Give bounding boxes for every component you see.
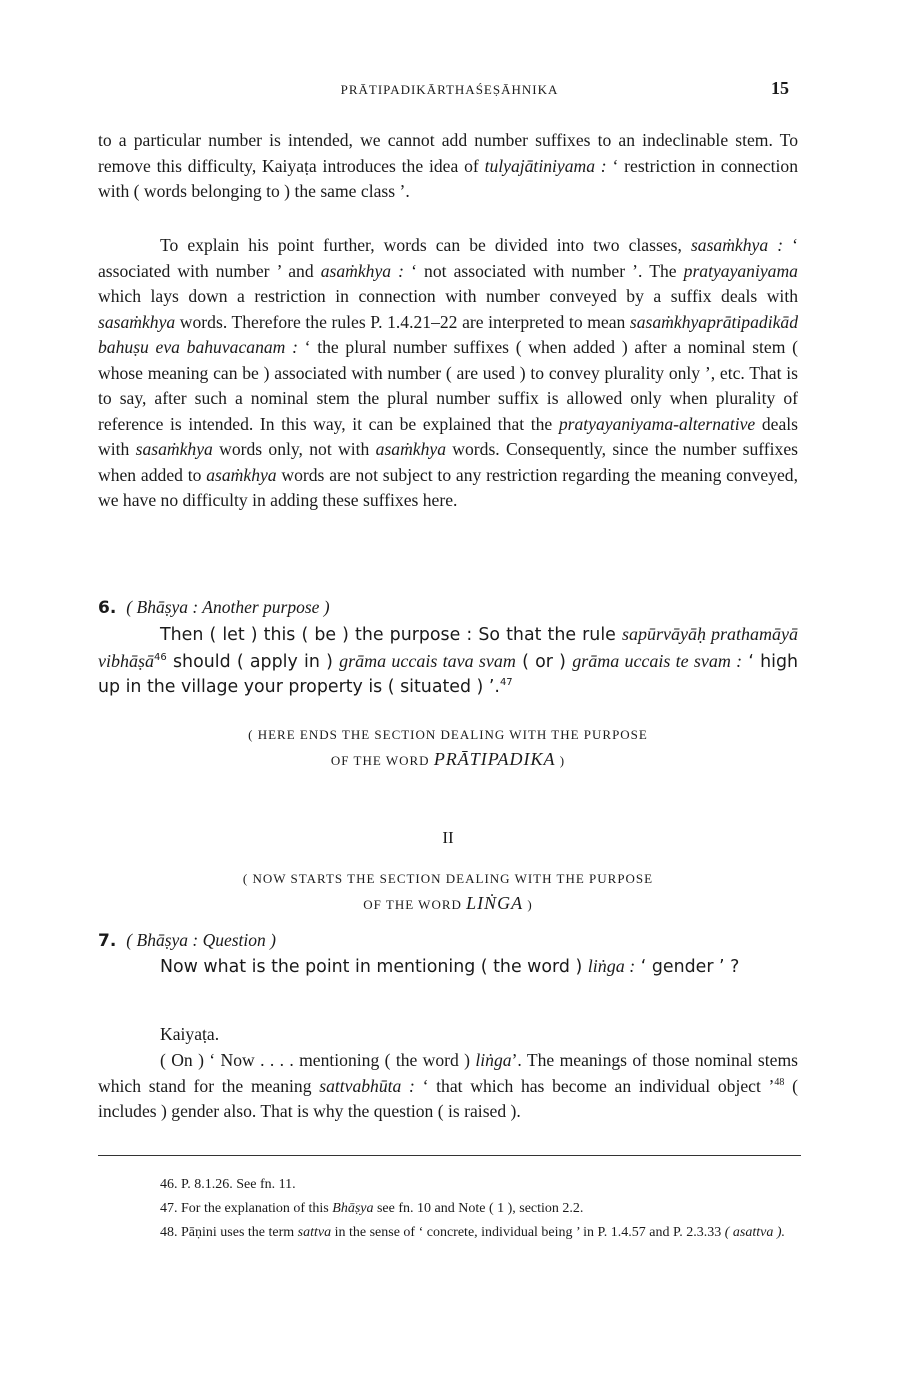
section-6-term-a: sapūrvāyāḥ prathamāyā vibhāṣā — [98, 624, 798, 671]
kaiyata-term-a: liṅga — [475, 1050, 512, 1070]
start-note-line1: ( NOW STARTS THE SECTION DEALING WITH THE PURPOSE — [242, 871, 654, 886]
section-6-text-d: ‘ high up in the village your property is ( situated ) ’. — [98, 651, 799, 697]
section-7-title: ( Bhāṣya : Question ) — [126, 930, 276, 950]
footnote-ref-47[interactable]: 47 — [499, 677, 513, 689]
page — [98, 0, 801, 1399]
running-title: PRĀTIPADIKĀRTHAŚEṢĀHNIKA — [340, 82, 559, 97]
end-note-line1: ( HERE ENDS THE SECTION DEALING WITH THE PURPOSE — [248, 727, 648, 742]
footnote-47-b: see fn. 10 and Note ( 1 ), section 2.2. — [376, 1201, 584, 1216]
footnote-divider — [98, 1155, 801, 1156]
kaiyata-commentary — [98, 1048, 798, 1125]
section-7-term-a: liṅga : — [587, 956, 636, 976]
footnote-48 — [98, 1221, 798, 1245]
start-note-line2 — [98, 891, 798, 917]
kaiyata-text-a: ( On ) ‘ Now . . . . mentioning ( the word ) — [160, 1050, 471, 1070]
end-note-word: PRĀTIPADIKA — [433, 749, 556, 769]
page-header — [98, 78, 801, 102]
section-6-term-b: grāma uccais tava svam — [339, 650, 516, 671]
section-6-term-c: grāma uccais te svam : — [572, 650, 743, 671]
section-7-heading — [98, 930, 798, 951]
kaiyata-label: Kaiyaṭa. — [160, 1024, 220, 1044]
section-6-text-a: Then ( let ) this ( be ) the purpose : So that the rule — [160, 625, 616, 645]
start-note-suffix: ) — [527, 897, 533, 912]
end-note-suffix: ) — [559, 753, 566, 768]
section-6-text-c: ( or ) — [522, 651, 566, 672]
footnote-48-b: in the sense of ‘ concrete, individual being ’ in P. 1.4.57 and P. 2.3.33 — [334, 1225, 722, 1240]
section-7 — [98, 930, 798, 981]
section-6-title: ( Bhāṣya : Another purpose ) — [126, 597, 330, 617]
section-numeral: II — [442, 828, 454, 847]
paragraph-2 — [98, 233, 798, 514]
kaiyata-term-b: sattvabhūta : — [319, 1075, 415, 1096]
section-6-text — [98, 622, 798, 701]
footnote-ref-46[interactable]: 46 — [154, 651, 167, 663]
section-6-heading — [98, 597, 798, 618]
paragraph-2-text: To explain his point further, words can be divided into two classes, sasaṁkhya : ‘ associated with number ’ and asaṁkhya : ‘ not associated with number ’. The pratyayaniyama which lays down a restriction in connection with number conveyed by a suffix deals with sasaṁkhya words. Therefore the rules P. 1.4.21–22 are interpreted to mean sasaṁkhyaprātipadikād bahuṣu eva bahuvacanam : ‘ the plural number suffixes ( when added ) after a nominal stem ( whose meaning can be ) associated with number ( are used ) to convey plurality only ’, etc. That is to say, after such a nominal stem the plural number suffix is allowed only when plurality of reference is intended. In this way, it can be explained that the pratyayaniyama-alternative deals with sasaṁkhya words only, not with asaṁkhya words. Consequently, since the number suffixes when added to asaṁkhya words are not subject to any restriction regarding the meaning conveyed, we have no difficulty in adding these suffixes here. — [98, 235, 799, 510]
kaiyata-text-c: ‘ that which has become an individual object ’ — [422, 1075, 775, 1096]
section-6-text-b: should ( apply in ) — [173, 651, 333, 672]
kaiyata-text — [98, 1048, 798, 1125]
section-6 — [98, 597, 798, 701]
page-number: 15 — [771, 78, 789, 98]
end-note-line2 — [98, 747, 798, 773]
paragraph-1-text: to a particular number is intended, we cannot add number suffixes to an indeclinable stem. To remove this difficulty, Kaiyaṭa introduces the idea of tulyajātiniyama : ‘ restriction in connection with ( words belonging to ) the same class ’. — [98, 130, 798, 201]
section-7-text — [98, 954, 798, 981]
footnote-47-a: 47. For the explanation of this — [160, 1201, 329, 1216]
footnote-46: 46. P. 8.1.26. See fn. 11. — [160, 1177, 296, 1192]
footnote-47 — [98, 1197, 798, 1221]
section-7-text-a: Now what is the point in mentioning ( the word ) — [160, 957, 583, 977]
footnote-48-a: 48. Pāṇini uses the term — [160, 1225, 295, 1240]
section-6-number: 6. — [98, 598, 117, 618]
footnote-48-term2: ( asattva ). — [724, 1225, 785, 1240]
paragraph-1 — [98, 128, 798, 205]
start-note-word: LIṄGA — [466, 893, 524, 913]
end-note-prefix: OF THE WORD — [330, 753, 430, 768]
section-end-note — [98, 722, 798, 773]
section-start-note — [98, 866, 798, 917]
section-7-number: 7. — [98, 931, 117, 951]
start-note-prefix: OF THE WORD — [363, 897, 462, 912]
footnote-47-term: Bhāṣya — [332, 1201, 374, 1216]
footnotes — [98, 1173, 798, 1245]
kaiyata-text-d: ( includes ) gender also. That is why the question ( is raised ). — [98, 1075, 798, 1121]
kaiyata-text-b: ’. The meanings of those nominal stems which stand for the meaning — [98, 1050, 798, 1096]
footnote-48-term: sattva — [297, 1225, 332, 1240]
footnote-ref-48[interactable]: 48 — [774, 1076, 785, 1088]
section-7-text-b: ‘ gender ’ ? — [640, 957, 740, 977]
